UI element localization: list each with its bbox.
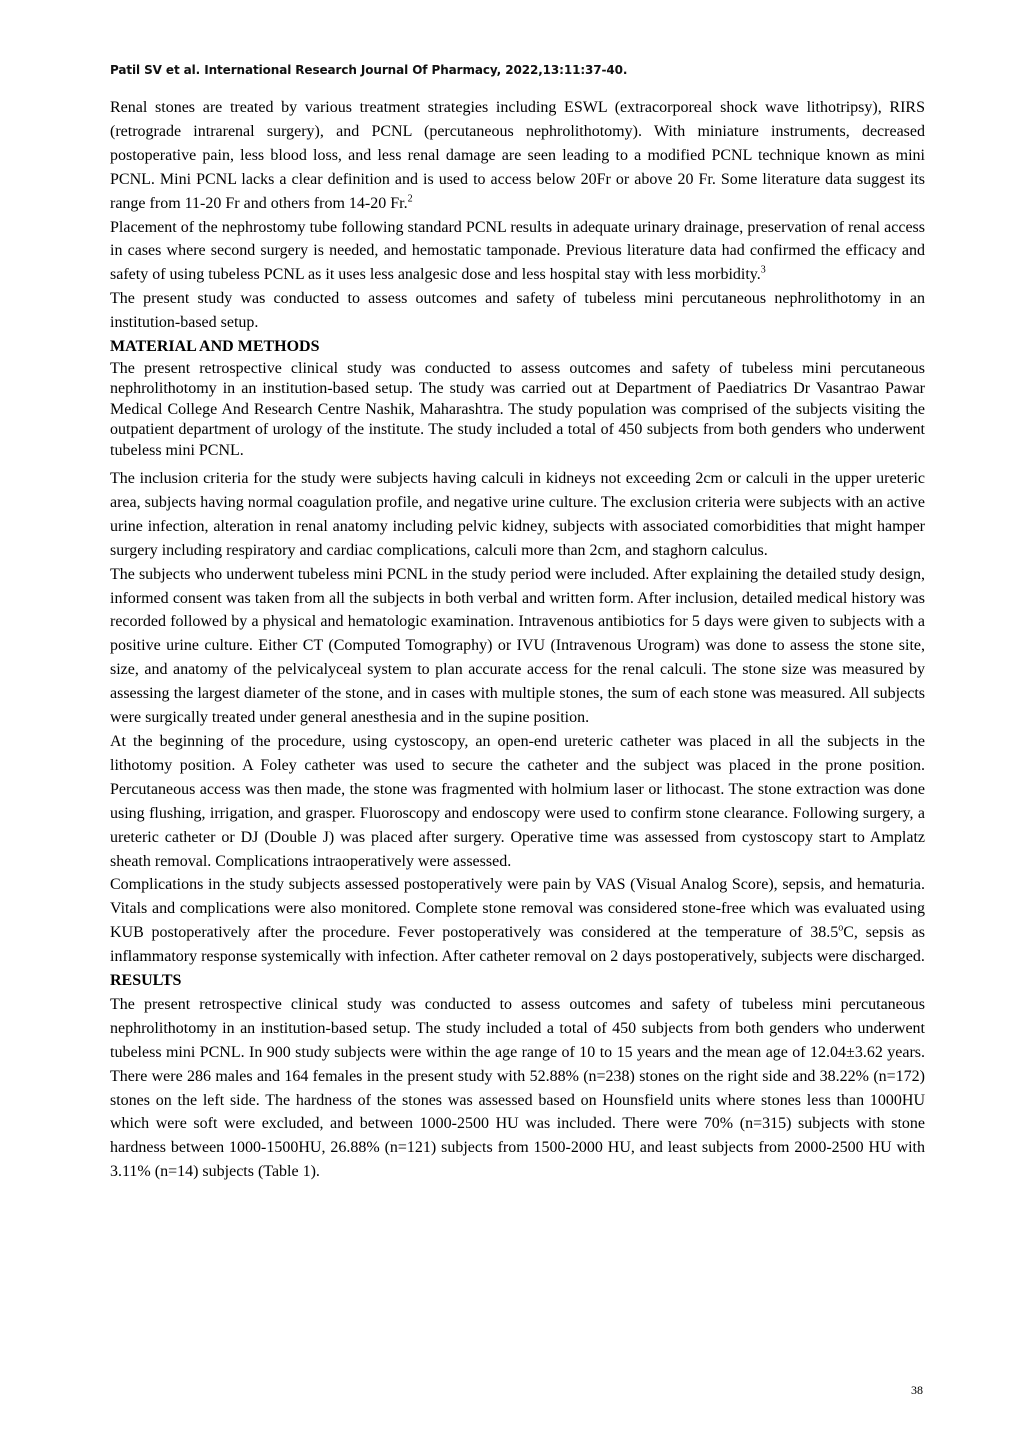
intro-paragraph-3: The present study was conducted to assess outcomes and safety of tubeless mini percutaneous nephrolithotomy in an institution-based setup. [110, 290, 925, 332]
methods-paragraph-2: The inclusion criteria for the study were subjects having calculi in kidneys not exceeding 2cm or calculi in the upper ureteric area, subjects having normal coagulation profile, and negative urine culture. The exclusion criteria were subjects with an active urine infection, alteration in renal anatomy including pelvic kidney, subjects with associated comorbidities that might hamper surgery including respiratory and cardiac complications, calculi more than 2cm, and staghorn calculus. [110, 470, 925, 559]
citation-ref: 3 [760, 265, 766, 277]
article-body [110, 96, 925, 1184]
methods-paragraph-4: At the beginning of the procedure, using cystoscopy, an open-end ureteric catheter was placed in all the subjects in the lithotomy position. A Foley catheter was used to secure the catheter and the subject was placed in the prone position. Percutaneous access was then made, the stone was fragmented with holmium laser or lithocast. The stone extraction was done using flushing, irrigation, and grasper. Fluoroscopy and endoscopy were used to confirm stone clearance. Following surgery, a ureteric catheter or DJ (Double J) was placed after surgery. Operative time was assessed from cystoscopy start to Amplatz sheath removal. Complications intraoperatively were assessed. [110, 732, 925, 870]
methods-paragraph-5-text-b: C, sepsis as inflammatory response systemically with infection. After catheter removal on 2 days postoperatively, subjects were discharged. [110, 924, 926, 966]
intro-paragraph-2-text: Placement of the nephrostomy tube following standard PCNL results in adequate urinary drainage, preservation of renal access in cases where second surgery is needed, and hemostatic tamponade. Previous literature data had confirmed the efficacy and safety of using tubeless PCNL as it uses less analgesic dose and less hospital stay with less morbidity. [110, 218, 925, 284]
methods-paragraph-3: The subjects who underwent tubeless mini PCNL in the study period were included. After explaining the detailed study design, informed consent was taken from all the subjects in both verbal and written form. After inclusion, detailed medical history was recorded followed by a physical and hematologic examination. Intravenous antibiotics for 5 days were given to subjects with a positive urine culture. Either CT (Computed Tomography) or IVU (Intravenous Urogram) was done to assess the stone site, size, and anatomy of the pelvicalyceal system to plan accurate access for the renal calculi. The stone size was measured by assessing the largest diameter of the stone, and in cases with multiple stones, the sum of each stone was measured. All subjects were surgically treated under general anesthesia and in the supine position. [110, 565, 925, 727]
running-header: Patil SV et al. International Research Journal Of Pharmacy, 2022,13:11:37-40. [110, 63, 628, 77]
intro-paragraph-1-text: Renal stones are treated by various treatment strategies including ESWL (extracorporeal shock wave lithotripsy), RIRS (retrograde intrarenal surgery), and PCNL (percutaneous nephrolithotomy). With miniature instruments, decreased postoperative pain, less blood loss, and less renal damage are seen leading to a modified PCNL technique known as mini PCNL. Mini PCNL lacks a clear definition and is used to access below 20Fr or above 20 Fr. Some literature data suggest its range from 11-20 Fr and others from 14-20 Fr. [110, 99, 925, 212]
citation-ref: 2 [407, 193, 413, 205]
methods-paragraph-1: The present retrospective clinical study was conducted to assess outcomes and safety of tubeless mini percutaneous nephrolithotomy in an institution-based setup. The study was carried out at Department of Paediatrics Dr Vasantrao Pawar Medical College And Research Centre Nashik, Maharashtra. The study population was comprised of the subjects visiting the outpatient department of urology of the institute. The study included a total of 450 subjects from both genders who underwent tubeless mini PCNL. [110, 359, 925, 459]
page-number: 38 [911, 1383, 923, 1397]
methods-paragraph-5 [110, 873, 925, 969]
intro-paragraph-1 [110, 96, 925, 216]
section-heading-results: RESULTS [110, 972, 182, 990]
degree-symbol: o [838, 922, 844, 934]
section-heading-methods: MATERIAL AND METHODS [110, 338, 320, 356]
results-paragraph-1: The present retrospective clinical study was conducted to assess outcomes and safety of tubeless mini percutaneous nephrolithotomy in an institution-based setup. The study included a total of 450 subjects from both genders who underwent tubeless mini PCNL. In 900 study subjects were within the age range of 10 to 15 years and the mean age of 12.04±3.62 years. There were 286 males and 164 females in the present study with 52.88% (n=238) stones on the right side and 38.22% (n=172) stones on the left side. The hardness of the stones was assessed based on Hounsfield units where stones less than 1000HU which were soft were excluded, and between 1000-2500 HU was included. There were 70% (n=315) subjects with stone hardness between 1000-1500HU, 26.88% (n=121) subjects from 1500-2000 HU, and least subjects from 2000-2500 HU with 3.11% (n=14) subjects (Table 1). [110, 995, 925, 1181]
intro-paragraph-2 [110, 216, 925, 288]
methods-paragraph-5-text-a: Complications in the study subjects assessed postoperatively were pain by VAS (Visual Analog Score), sepsis, and hematuria. Vitals and complications were also monitored. Complete stone removal was considered stone-free which was evaluated using KUB postoperatively after the procedure. Fever postoperatively was considered at the temperature of 38.5 [110, 876, 925, 942]
